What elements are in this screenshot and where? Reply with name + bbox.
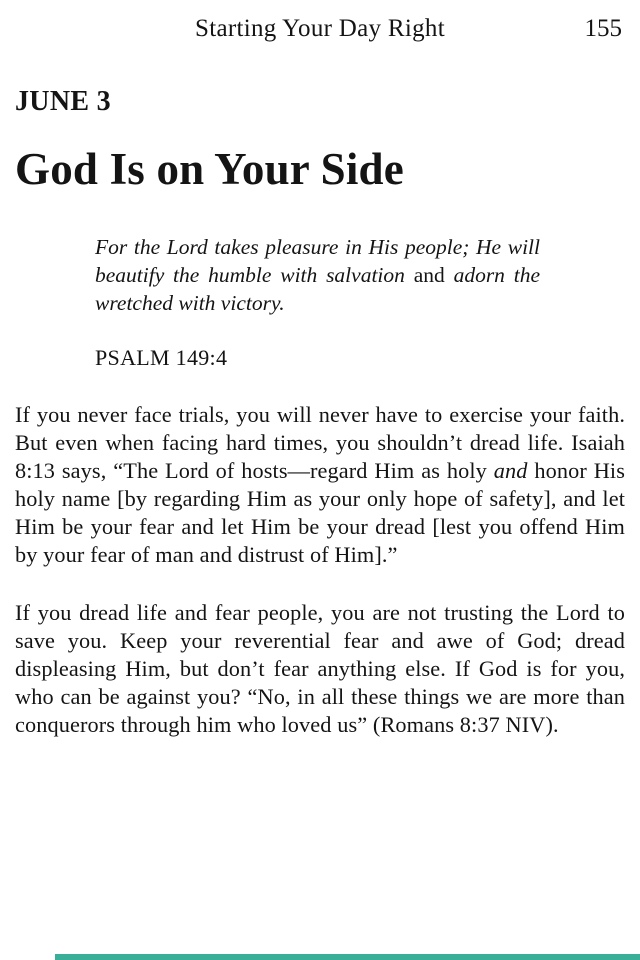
entry-title: God Is on Your Side bbox=[15, 144, 404, 194]
running-title: Starting Your Day Right bbox=[195, 15, 445, 42]
body-paragraph-2: If you dread life and fear people, you are not trusting the Lord to save you. Keep your reverential fear and awe of God; dread displeasing Him, but don’t fear anything else. If God is for you, who can be against you? “No, in all these things we are more than conquerors through him who loved us” (Romans 8:37 NIV). bbox=[15, 600, 625, 737]
reading-progress-bar[interactable] bbox=[55, 954, 640, 960]
date-heading: JUNE 3 bbox=[15, 86, 111, 117]
scripture-quote: For the Lord takes pleasure in His people; He will beautify the humble with salvation and adorn the wretched with victory. bbox=[95, 235, 540, 315]
reading-progress-track bbox=[0, 954, 640, 960]
body-paragraph-1: If you never face trials, you will never have to exercise your faith. But even when facing hard times, you shouldn’t dread life. Isaiah 8:13 says, “The Lord of hosts—regard Him as holy and honor His holy name [by regarding Him as your only hope of safety], and let Him be your fear and let Him be your dread [lest you offend Him by your fear of man and distrust of Him].” bbox=[15, 402, 625, 567]
scripture-reference: PSALM 149:4 bbox=[95, 345, 228, 370]
page-number: 155 bbox=[584, 15, 622, 42]
running-head bbox=[15, 0, 625, 49]
